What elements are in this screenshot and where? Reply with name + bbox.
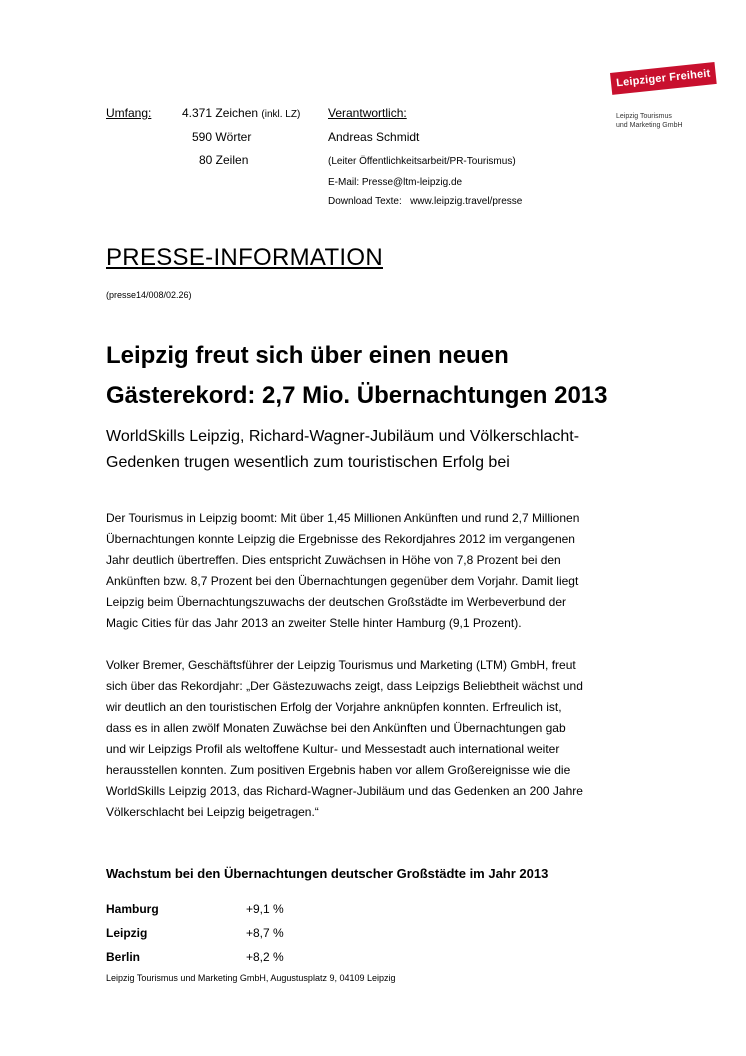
headline-line1: Leipzig freut sich über einen neuen [106, 342, 509, 369]
paragraph-line: sich über das Rekordjahr: „Der Gästezuwachs zeigt, dass Leipzigs Beliebtheit wächst und [106, 679, 583, 693]
woerter-count: 590 Wörter [192, 130, 252, 144]
umfang-label: Umfang: [106, 106, 152, 120]
table-row [106, 950, 284, 964]
zeilen-count: 80 Zeilen [199, 153, 249, 167]
subheadline [106, 424, 706, 476]
paragraph-2 [106, 655, 666, 823]
page-heading: PRESSE-INFORMATION [106, 244, 383, 271]
growth-value: +9,1 % [246, 902, 284, 916]
contact-email[interactable]: E-Mail: Presse@ltm-leipzig.de [328, 177, 463, 188]
table-row [106, 926, 284, 940]
zeichen-value: 4.371 Zeichen [182, 106, 259, 120]
paragraph-line: Ankünften bzw. 8,7 Prozent bei den Übernachtungen gegenüber dem Vorjahr. Damit liegt [106, 574, 579, 588]
paragraph-line: und wir Leipzigs Profil als weltoffene Kultur- und Messestadt auch international weiter [106, 742, 560, 756]
paragraph-line: WorldSkills Leipzig 2013, das Richard-Wagner-Jubiläum und das Gedenken an 200 Jahre [106, 784, 583, 798]
paragraph-line: Völkerschlacht bei Leipzig beigetragen.“ [106, 805, 319, 819]
reference-code: (presse14/008/02.26) [106, 290, 192, 300]
contact-role: (Leiter Öffentlichkeitsarbeit/PR-Tourismus) [328, 156, 516, 167]
paragraph-line: herausstellen konnten. Zum positiven Ergebnis haben vor allem Großereignisse wie die [106, 763, 571, 777]
paragraph-line: dass es in allen zwölf Monaten Zuwächse bei den Ankünften und Übernachtungen gab [106, 721, 566, 735]
growth-value: +8,7 % [246, 926, 284, 940]
paragraph-line: Übernachtungen konnte Leipzig die Ergebnisse des Rekordjahres 2012 im vergangenen [106, 532, 575, 546]
city-name: Leipzig [106, 926, 148, 940]
subheadline-line2: Gedenken trugen wesentlich zum touristischen Erfolg bei [106, 454, 510, 471]
city-name: Hamburg [106, 902, 159, 916]
growth-table-title: Wachstum bei den Übernachtungen deutscher Großstädte im Jahr 2013 [106, 866, 549, 881]
city-name: Berlin [106, 950, 141, 964]
paragraph-line: Magic Cities für das Jahr 2013 an zweiter Stelle hinter Hamburg (9,1 Prozent). [106, 616, 522, 630]
paragraph-1 [106, 508, 666, 634]
logo-org-line2: und Marketing GmbH [616, 122, 683, 129]
download-link[interactable]: Download Texte: www.leipzig.travel/presse [328, 196, 523, 207]
growth-value: +8,2 % [246, 950, 284, 964]
headline [106, 336, 706, 416]
table-row [106, 902, 284, 916]
footer-address: Leipzig Tourismus und Marketing GmbH, Augustusplatz 9, 04109 Leipzig [106, 973, 396, 983]
contact-name: Andreas Schmidt [328, 130, 420, 144]
zeichen-count [182, 106, 300, 120]
subheadline-line1: WorldSkills Leipzig, Richard-Wagner-Jubiläum und Völkerschlacht- [106, 428, 580, 445]
paragraph-line: Jahr deutlich übertreffen. Dies entspricht Zuwächsen in Höhe von 7,8 Prozent bei den [106, 553, 561, 567]
paragraph-line: wir deutlich an den touristischen Erfolg der Vorjahre anknüpfen konnten. Erfreulich ist, [106, 700, 562, 714]
logo-org-line1: Leipzig Tourismus [616, 113, 672, 120]
paragraph-line: Der Tourismus in Leipzig boomt: Mit über 1,45 Millionen Ankünften und rund 2,7 Millionen [106, 511, 580, 525]
zeichen-note: (inkl. LZ) [261, 109, 301, 120]
paragraph-line: Volker Bremer, Geschäftsführer der Leipzig Tourismus und Marketing (LTM) GmbH, freut [106, 658, 576, 672]
headline-line2: Gästerekord: 2,7 Mio. Übernachtungen 2013 [106, 382, 608, 409]
verantwortlich-label: Verantwortlich: [328, 106, 407, 120]
logo-organization [616, 112, 683, 130]
logo: Leipziger Freiheit [610, 62, 717, 95]
paragraph-line: Leipzig beim Übernachtungszuwachs der deutschen Großstädte im Werbeverbund der [106, 595, 567, 609]
